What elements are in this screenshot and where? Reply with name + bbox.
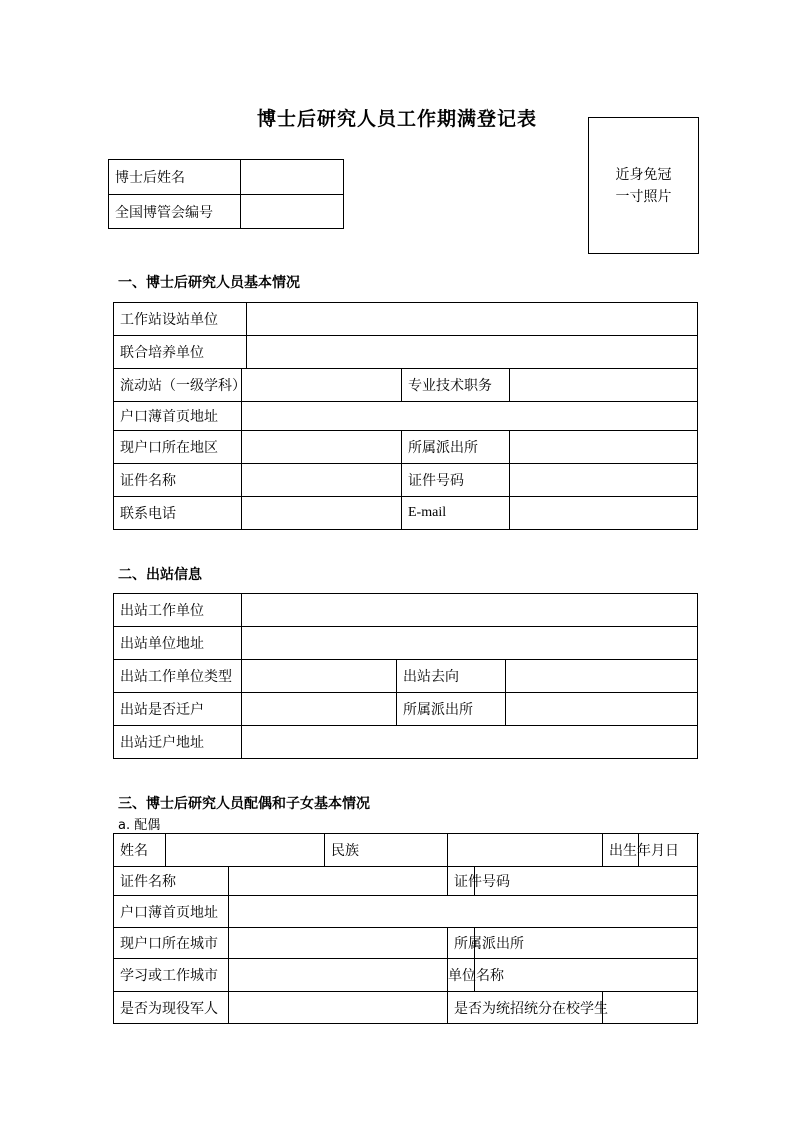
email-label: E-mail — [402, 497, 510, 530]
id-number-field[interactable] — [510, 464, 698, 497]
spouse-ethnicity-label: 民族 — [325, 834, 448, 867]
spouse-is-soldier-label: 是否为现役军人 — [114, 992, 229, 1024]
station-unit-field[interactable] — [247, 303, 698, 336]
police-station-label: 所属派出所 — [402, 431, 510, 464]
unit-address-label: 出站单位地址 — [114, 627, 242, 660]
spouse-id-type-label: 证件名称 — [114, 867, 229, 896]
spouse-table — [113, 833, 698, 1024]
destination-field[interactable] — [506, 660, 698, 693]
postdoc-name-label: 博士后姓名 — [109, 160, 241, 195]
unit-type-label: 出站工作单位类型 — [114, 660, 242, 693]
spouse-hukou-city-field[interactable] — [229, 928, 448, 959]
spouse-is-student-label: 是否为统招统分在校学生 — [448, 992, 603, 1024]
hukou-region-label: 现户口所在地区 — [114, 431, 242, 464]
exit-police-station-label: 所属派出所 — [397, 693, 506, 726]
spouse-is-soldier-field[interactable] — [229, 992, 448, 1024]
spouse-unit-name-label: 单位名称 — [448, 959, 475, 992]
mobile-station-field[interactable] — [242, 369, 402, 402]
mobile-station-label: 流动站（一级学科） — [114, 369, 242, 402]
station-unit-label: 工作站设站单位 — [114, 303, 247, 336]
spouse-hukou-city-label: 现户口所在城市 — [114, 928, 229, 959]
exit-police-station-field[interactable] — [506, 693, 698, 726]
spouse-ethnicity-field[interactable] — [448, 834, 603, 867]
destination-label: 出站去向 — [397, 660, 506, 693]
joint-unit-label: 联合培养单位 — [114, 336, 247, 369]
police-station-field[interactable] — [510, 431, 698, 464]
form-title: 博士后研究人员工作期满登记表 — [256, 108, 537, 130]
postdoc-number-field[interactable] — [241, 195, 344, 229]
spouse-police-station-label: 所属派出所 — [448, 928, 475, 959]
phone-field[interactable] — [242, 497, 402, 530]
spouse-unit-name-field[interactable] — [475, 959, 698, 992]
photo-placeholder — [588, 117, 699, 254]
spouse-birth-label: 出生年月日 — [603, 834, 639, 867]
move-hukou-field[interactable] — [242, 693, 397, 726]
email-field[interactable] — [510, 497, 698, 530]
work-unit-field[interactable] — [242, 594, 698, 627]
title-position-label: 专业技术职务 — [402, 369, 510, 402]
id-number-label: 证件号码 — [402, 464, 510, 497]
spouse-study-work-city-field[interactable] — [229, 959, 448, 992]
hukou-region-field[interactable] — [242, 431, 402, 464]
hukou-address-label: 户口薄首页地址 — [114, 402, 242, 431]
title-position-field[interactable] — [510, 369, 698, 402]
spouse-name-field[interactable] — [166, 834, 325, 867]
postdoc-name-field[interactable] — [241, 160, 344, 195]
unit-type-field[interactable] — [242, 660, 397, 693]
id-type-label: 证件名称 — [114, 464, 242, 497]
spouse-study-work-city-label: 学习或工作城市 — [114, 959, 229, 992]
move-hukou-label: 出站是否迁户 — [114, 693, 242, 726]
spouse-id-type-field[interactable] — [229, 867, 448, 896]
hukou-address-field[interactable] — [242, 402, 698, 431]
section2-heading: 二、出站信息 — [118, 567, 202, 583]
unit-address-field[interactable] — [242, 627, 698, 660]
photo-label-line1: 近身免冠 — [615, 166, 672, 183]
postdoc-number-label: 全国博管会编号 — [109, 195, 241, 229]
move-address-field[interactable] — [242, 726, 698, 759]
id-table — [108, 159, 344, 229]
section1-table — [113, 302, 698, 530]
photo-label-line2: 一寸照片 — [615, 188, 672, 205]
joint-unit-field[interactable] — [247, 336, 698, 369]
section3-heading: 三、博士后研究人员配偶和子女基本情况 — [118, 796, 370, 812]
spouse-subheading: a. 配偶 — [118, 818, 161, 833]
spouse-is-student-field[interactable] — [603, 992, 698, 1024]
id-type-field[interactable] — [242, 464, 402, 497]
spouse-name-label: 姓名 — [114, 834, 166, 867]
spouse-id-number-label: 证件号码 — [448, 867, 475, 896]
section2-table — [113, 593, 698, 759]
work-unit-label: 出站工作单位 — [114, 594, 242, 627]
phone-label: 联系电话 — [114, 497, 242, 530]
spouse-hukou-address-label: 户口薄首页地址 — [114, 896, 229, 928]
section1-heading: 一、博士后研究人员基本情况 — [118, 275, 300, 291]
move-address-label: 出站迁户地址 — [114, 726, 242, 759]
spouse-hukou-address-field[interactable] — [229, 896, 698, 928]
